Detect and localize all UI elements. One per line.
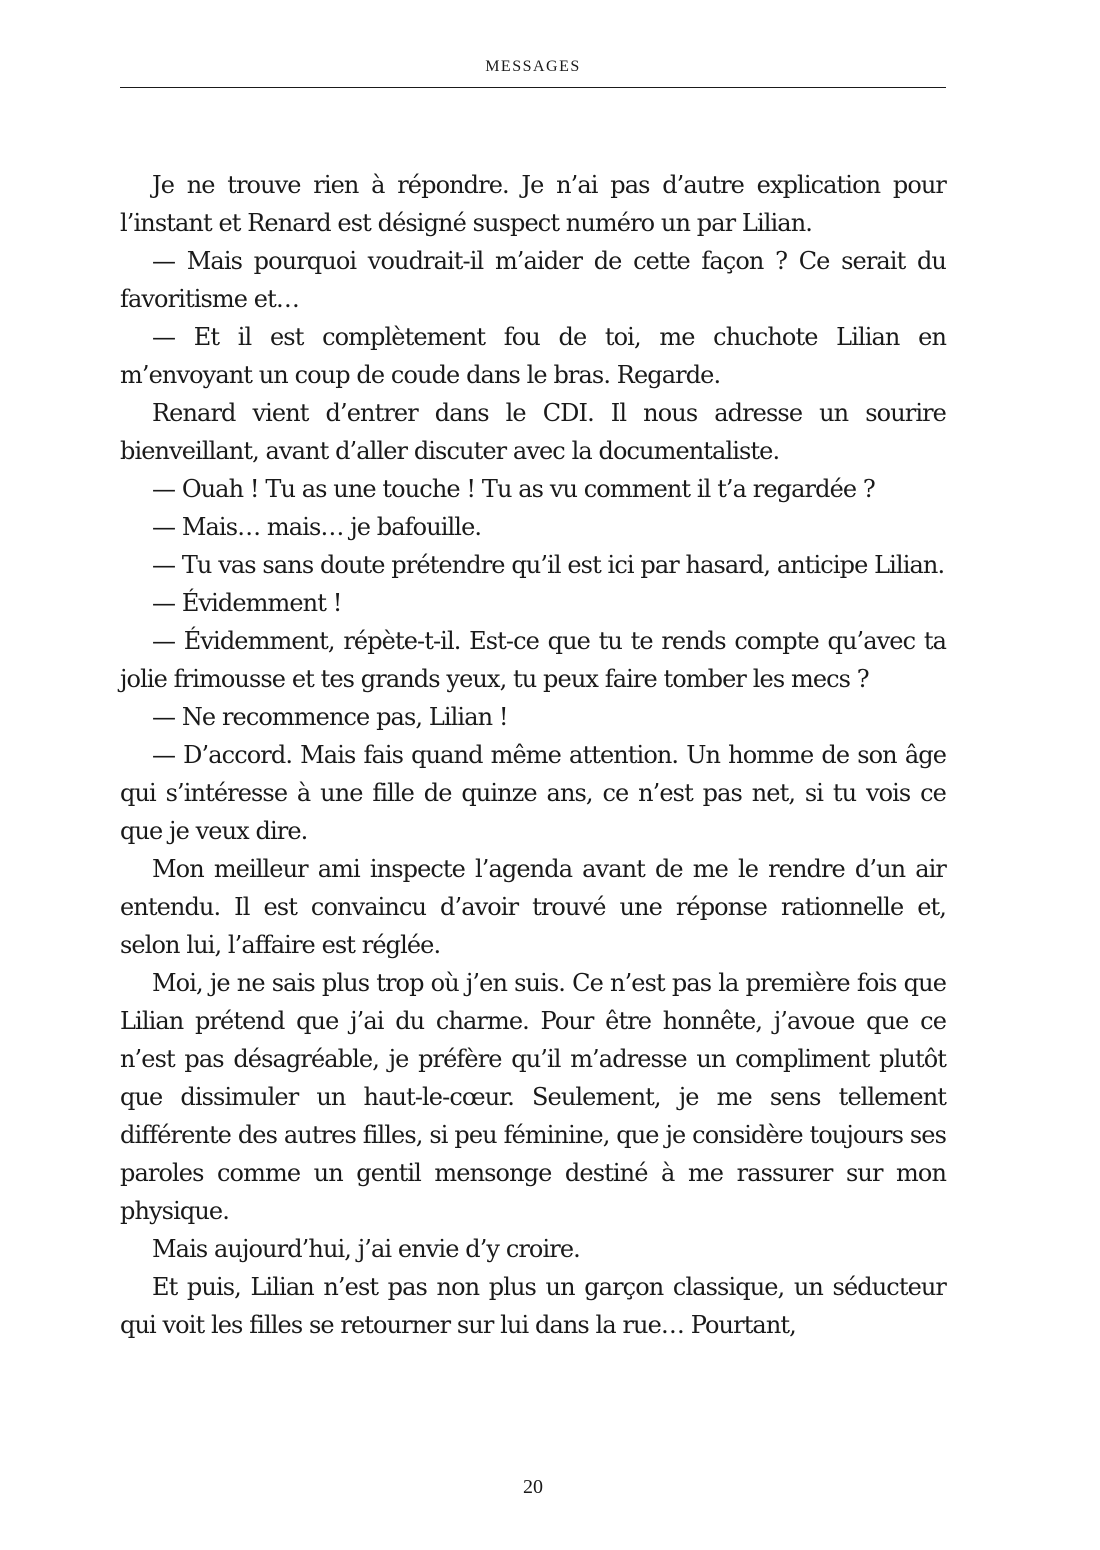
paragraph: — Mais… mais… je bafouille. bbox=[152, 513, 482, 541]
paragraph: Mais aujourd’hui, j’ai envie d’y croire. bbox=[152, 1235, 580, 1263]
paragraph: Moi, je ne sais plus trop où j’en suis. Ce n’est pas la première fois que Lilian prétend que j’ai du charme. Pour être honnête, j’avoue que ce n’est pas désagréable, je préfère qu’il m’adresse un compliment plutôt que dissimuler un haut-le-cœur. Seulement, je me sens tellement différente des autres filles, si peu féminine, que je considère toujours ses paroles comme un gentil mensonge destiné à me rassurer sur mon physique. bbox=[120, 969, 946, 1225]
paragraph: Et puis, Lilian n’est pas non plus un garçon classique, un séducteur qui voit les filles se retourner sur lui dans la rue… Pourtant, bbox=[120, 1273, 946, 1339]
body-text bbox=[120, 166, 946, 1344]
paragraph: Renard vient d’entrer dans le CDI. Il nous adresse un sourire bienveillant, avant d’aller discuter avec la documentaliste. bbox=[120, 399, 946, 465]
paragraph: Je ne trouve rien à répondre. Je n’ai pas d’autre explication pour l’instant et Renard est désigné suspect numéro un par Lilian. bbox=[120, 171, 946, 237]
running-head: MESSAGES bbox=[485, 58, 581, 75]
paragraph: — Évidemment, répète-t-il. Est-ce que tu te rends compte qu’avec ta jolie frimousse et tes grands yeux, tu peux faire tomber les mecs ? bbox=[120, 627, 946, 693]
header-rule bbox=[120, 87, 946, 88]
paragraph: — D’accord. Mais fais quand même attention. Un homme de son âge qui s’intéresse à une fille de quinze ans, ce n’est pas net, si tu vois ce que je veux dire. bbox=[120, 741, 946, 845]
paragraph: — Ne recommence pas, Lilian ! bbox=[152, 703, 508, 731]
paragraph: — Et il est complètement fou de toi, me chuchote Lilian en m’envoyant un coup de coude dans le bras. Regarde. bbox=[120, 323, 946, 389]
page-number: 20 bbox=[523, 1476, 543, 1498]
paragraph: — Ouah ! Tu as une touche ! Tu as vu comment il t’a regardée ? bbox=[152, 475, 875, 503]
paragraph: Mon meilleur ami inspecte l’agenda avant de me le rendre d’un air entendu. Il est convaincu d’avoir trouvé une réponse rationnelle et, selon lui, l’affaire est réglée. bbox=[120, 855, 946, 959]
paragraph: — Tu vas sans doute prétendre qu’il est ici par hasard, anticipe Lilian. bbox=[152, 551, 945, 579]
paragraph: — Évidemment ! bbox=[152, 589, 342, 617]
paragraph: — Mais pourquoi voudrait-il m’aider de cette façon ? Ce serait du favoritisme et… bbox=[120, 247, 946, 313]
